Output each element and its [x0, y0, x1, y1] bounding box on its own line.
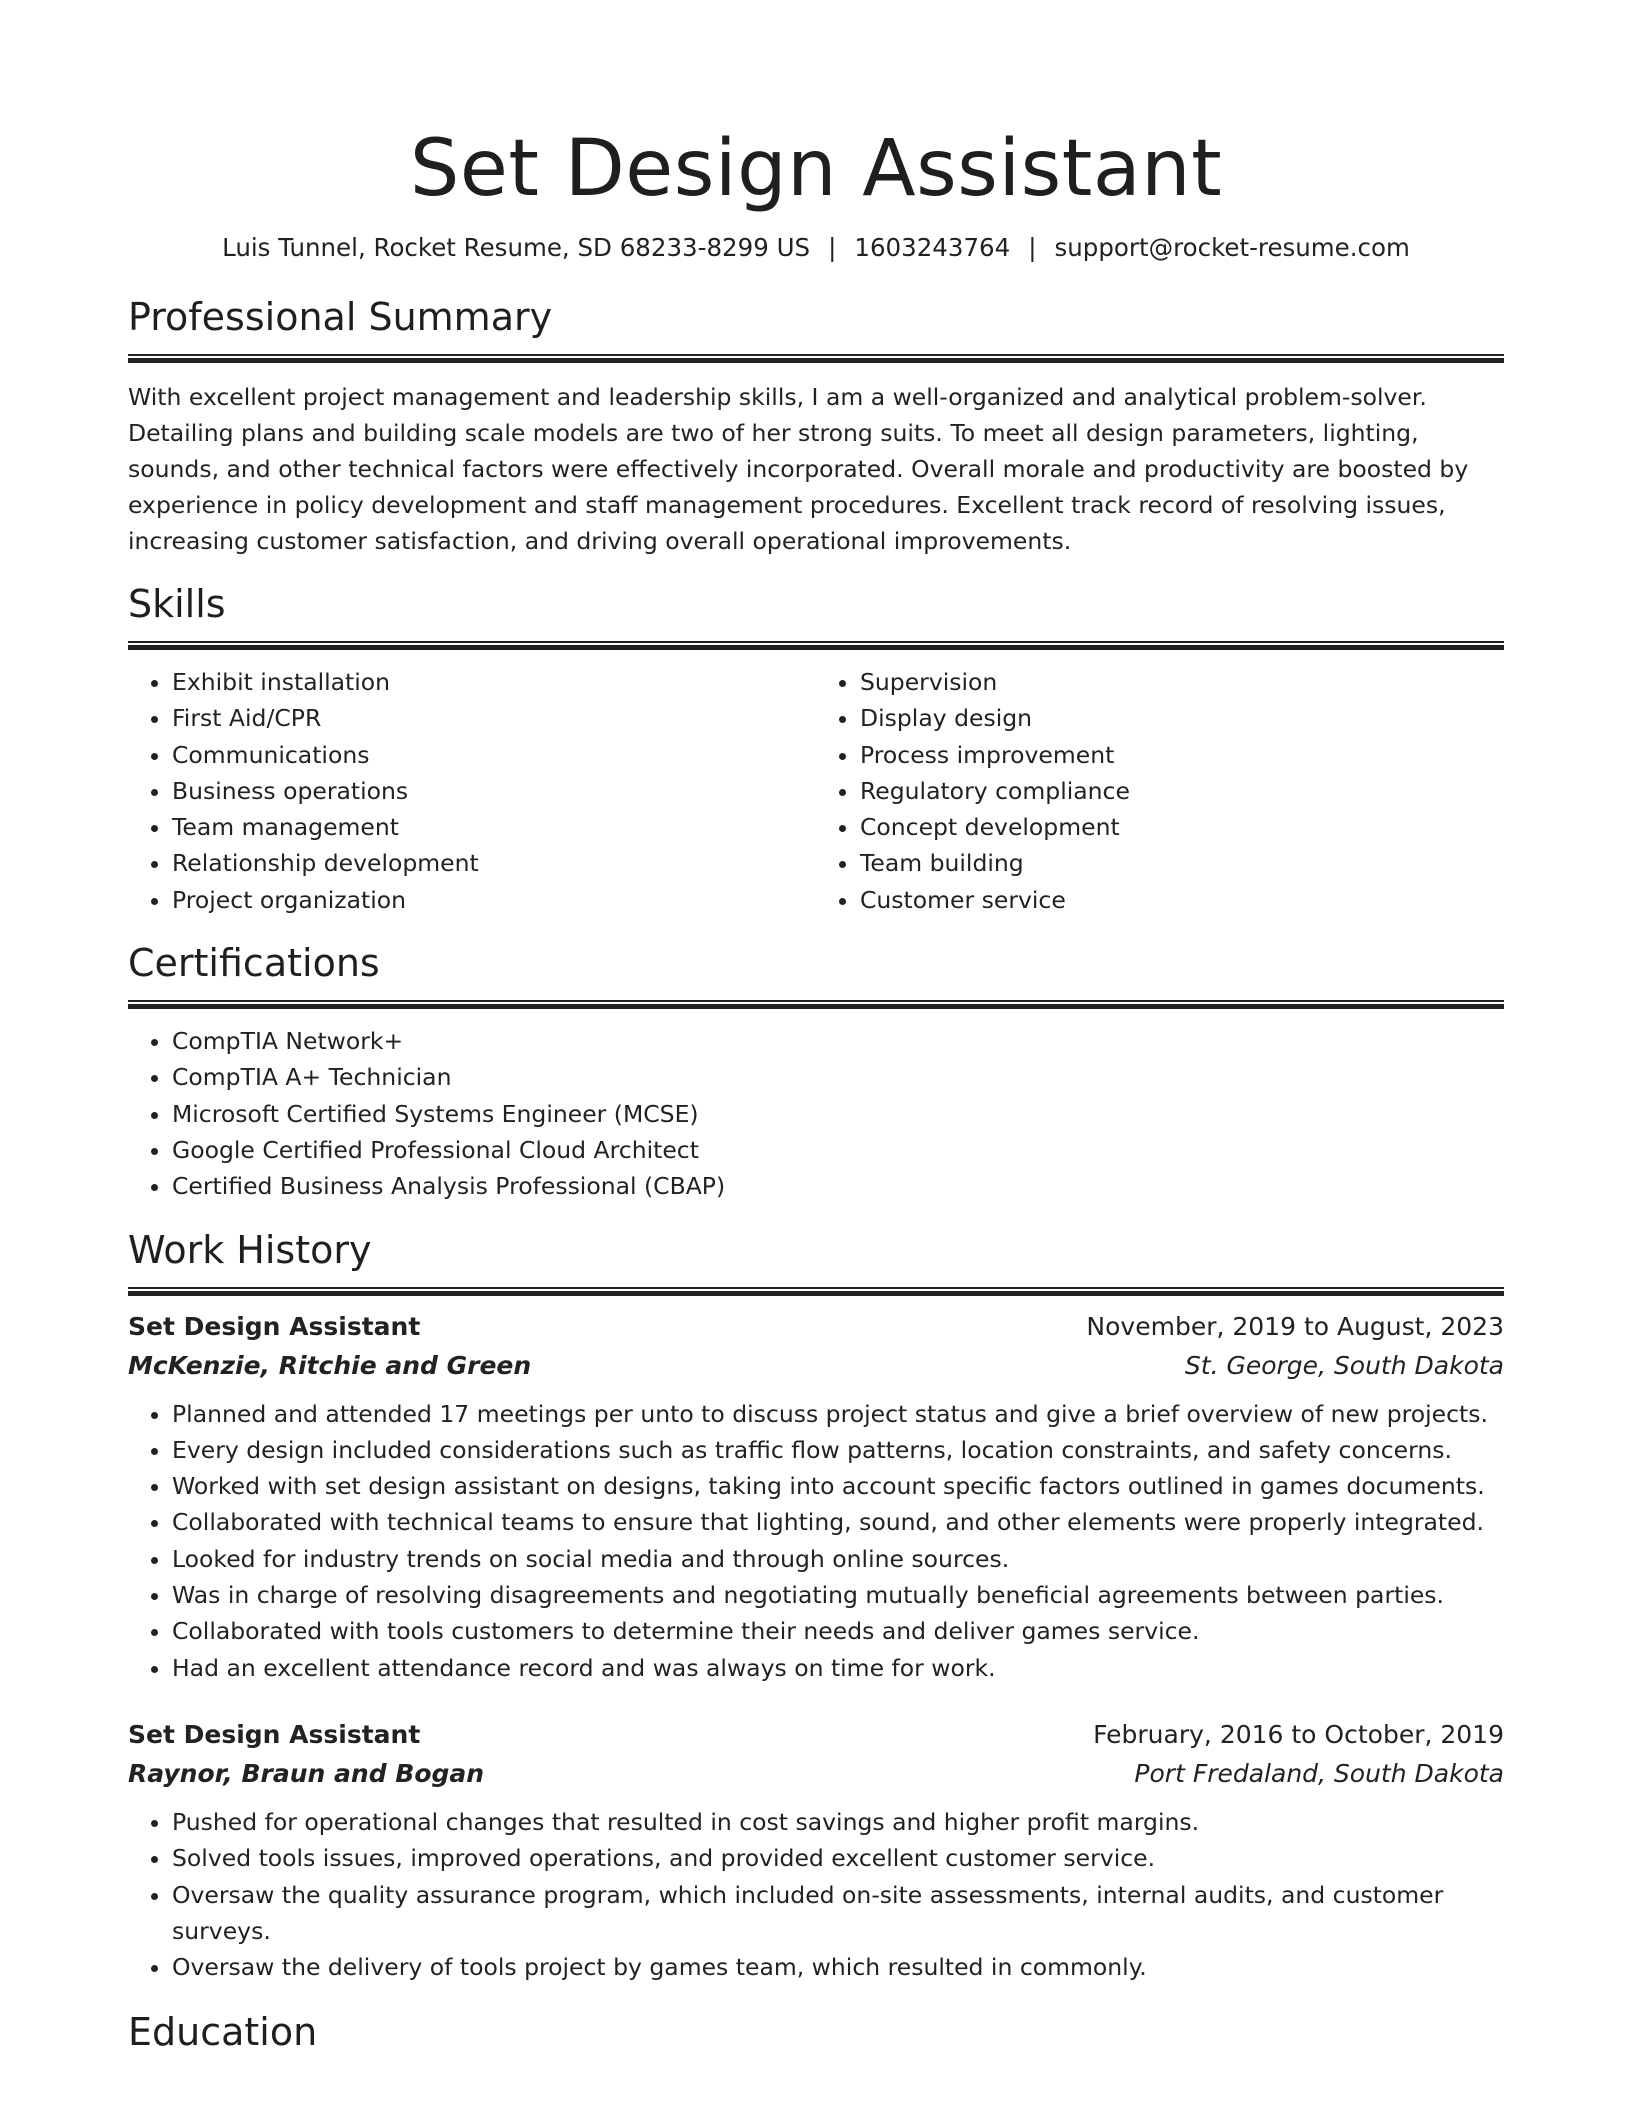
job-header: [128, 1308, 1504, 1346]
responsibility-item: • Oversaw the delivery of tools project by games team, which resulted in commonly.: [172, 1949, 1504, 1985]
certification-item: • Certified Business Analysis Professional (CBAP): [172, 1168, 1504, 1204]
summary-heading: Professional Summary: [128, 295, 553, 339]
certification-item: • CompTIA Network+: [172, 1023, 1504, 1059]
responsibility-item: • Pushed for operational changes that resulted in cost savings and higher profit margins.: [172, 1804, 1504, 1840]
skills-section: [128, 581, 1504, 918]
section-divider: [128, 354, 1504, 363]
skills-columns: [128, 664, 1504, 918]
skill-item: • Relationship development: [172, 845, 816, 881]
certification-item: • CompTIA A+ Technician: [172, 1059, 1504, 1095]
certification-item: • Microsoft Certified Systems Engineer (MCSE): [172, 1096, 1504, 1132]
job-entry: [128, 1716, 1504, 1985]
skill-item: • Supervision: [860, 664, 1504, 700]
skill-item: • Display design: [860, 700, 1504, 736]
skill-item: • Exhibit installation: [172, 664, 816, 700]
section-divider: [128, 1000, 1504, 1009]
job-title: Set Design Assistant: [128, 1311, 421, 1341]
section-divider: [128, 1287, 1504, 1296]
skills-list-right: [816, 664, 1504, 918]
job-employer: Raynor, Braun and Bogan: [128, 1758, 485, 1788]
responsibility-item: • Collaborated with technical teams to ensure that lighting, sound, and other elements were properly integrated.: [172, 1504, 1504, 1540]
skill-item: • Team building: [860, 845, 1504, 881]
job-location: St. George, South Dakota: [1184, 1350, 1504, 1380]
responsibility-item: • Was in charge of resolving disagreements and negotiating mutually beneficial agreements between parties.: [172, 1577, 1504, 1613]
skill-item: • Regulatory compliance: [860, 773, 1504, 809]
contact-address: Luis Tunnel, Rocket Resume, SD 68233-8299 US: [222, 233, 811, 262]
job-header: [128, 1716, 1504, 1754]
skill-item: • Concept development: [860, 809, 1504, 845]
job-responsibilities: [128, 1396, 1504, 1686]
contact-line: [128, 232, 1504, 264]
contact-phone: 1603243764: [854, 233, 1011, 262]
responsibility-item: • Worked with set design assistant on designs, taking into account specific factors outlined in games documents.: [172, 1468, 1504, 1504]
job-entry: [128, 1308, 1504, 1686]
skill-item: • Business operations: [172, 773, 816, 809]
certifications-heading: Certifications: [128, 941, 380, 986]
skill-item: • First Aid/CPR: [172, 700, 816, 736]
skill-item: • Customer service: [860, 882, 1504, 918]
skills-heading: Skills: [128, 582, 226, 626]
responsibility-item: • Looked for industry trends on social media and through online sources.: [172, 1541, 1504, 1577]
job-dates: November, 2019 to August, 2023: [1086, 1311, 1504, 1341]
responsibility-item: • Every design included considerations such as traffic flow patterns, location constraints, and safety concerns.: [172, 1432, 1504, 1468]
job-dates: February, 2016 to October, 2019: [1093, 1719, 1504, 1749]
contact-separator: |: [1028, 233, 1037, 262]
certifications-list: [128, 1023, 1504, 1204]
summary-text: With excellent project management and leadership skills, I am a well-organized and analytical problem-solver. Detailing plans and building scale models are two of her strong suits. To meet all design parameters, lighting, sounds, and other technical factors were effectively incorporated. Overall morale and productivity are boosted by experience in policy development and staff management procedures. Excellent track record of resolving issues, increasing customer satisfaction, and driving overall operational improvements.: [128, 383, 1469, 555]
job-location: Port Fredaland, South Dakota: [1134, 1758, 1504, 1788]
contact-email: support@rocket-resume.com: [1054, 233, 1410, 262]
work-history-section: [128, 1227, 1504, 1986]
skill-item: • Communications: [172, 737, 816, 773]
skill-item: • Project organization: [172, 882, 816, 918]
job-employer: McKenzie, Ritchie and Green: [128, 1350, 532, 1380]
responsibility-item: • Solved tools issues, improved operations, and provided excellent customer service.: [172, 1840, 1504, 1876]
responsibility-item: • Oversaw the quality assurance program, which included on-site assessments, internal audits, and customer surveys.: [172, 1877, 1504, 1950]
education-section: [128, 2009, 1504, 2055]
skill-item: • Team management: [172, 809, 816, 845]
responsibility-item: • Planned and attended 17 meetings per unto to discuss project status and give a brief overview of new projects.: [172, 1396, 1504, 1432]
summary-section: [128, 294, 1504, 559]
skill-item: • Process improvement: [860, 737, 1504, 773]
work-history-heading: Work History: [128, 1227, 372, 1272]
section-divider: [128, 641, 1504, 650]
job-title: Set Design Assistant: [128, 1719, 421, 1749]
certification-item: • Google Certified Professional Cloud Architect: [172, 1132, 1504, 1168]
resume-title: Set Design Assistant: [409, 124, 1223, 214]
job-responsibilities: [128, 1804, 1504, 1985]
contact-separator: |: [828, 233, 837, 262]
responsibility-item: • Collaborated with tools customers to determine their needs and deliver games service.: [172, 1613, 1504, 1649]
skills-list-left: [128, 664, 816, 918]
job-subheader: [128, 1346, 1504, 1386]
certifications-section: [128, 940, 1504, 1204]
education-heading: Education: [128, 2010, 318, 2055]
responsibility-item: • Had an excellent attendance record and was always on time for work.: [172, 1650, 1504, 1686]
job-subheader: [128, 1754, 1504, 1794]
